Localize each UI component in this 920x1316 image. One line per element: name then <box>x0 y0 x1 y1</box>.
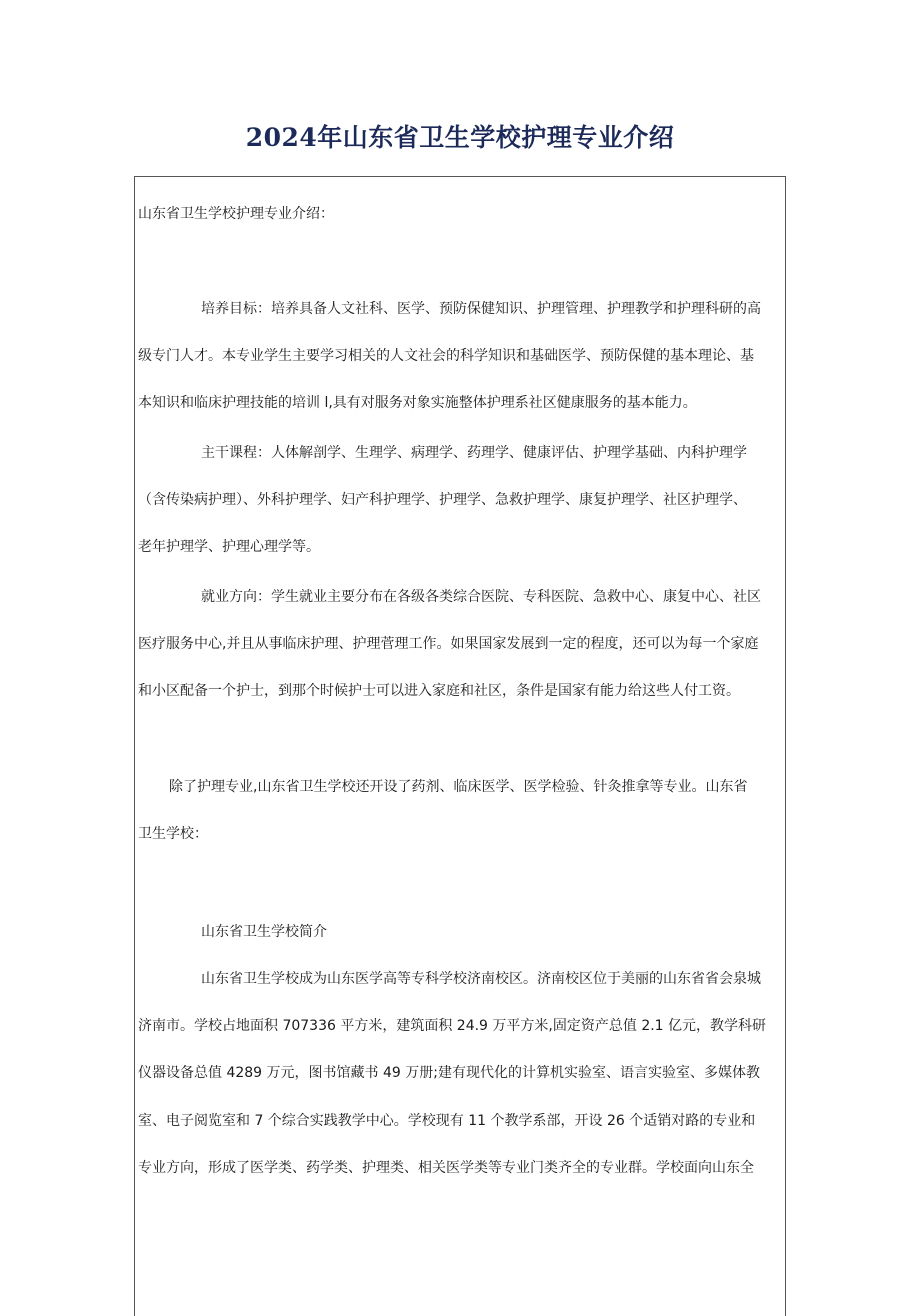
main-courses-line: 主干课程：人体解剖学、生理学、病理学、药理学、健康评估、护理学基础、内科护理学 <box>201 445 747 461</box>
other-majors-line: 卫生学校： <box>138 826 208 842</box>
school-intro-line: 山东省卫生学校成为山东医学高等专科学校济南校区。济南校区位于美丽的山东省省会泉城 <box>201 971 761 987</box>
main-courses-line: 老年护理学、护理心理学等。 <box>138 539 320 555</box>
training-goal-line: 本知识和临床护理技能的培训 l,具有对服务对象实施整体护理系社区健康服务的基本能力。 <box>138 395 697 411</box>
employment-line: 和小区配备一个护士，到那个时候护士可以进入家庭和社区，条件是国家有能力给这些人付工资。 <box>138 683 740 699</box>
school-intro-line: 济南市。学校占地面积 707336 平方米，建筑面积 24.9 万平方米,固定资产总值 2.1 亿元，教学科研 <box>138 1018 767 1034</box>
intro-heading: 山东省卫生学校护理专业介绍： <box>138 206 334 222</box>
page-title: 2024年山东省卫生学校护理专业介绍 <box>245 123 675 152</box>
main-courses-line: （含传染病护理）、外科护理学、妇产科护理学、护理学、急救护理学、康复护理学、社区护理学、 <box>138 492 747 508</box>
content-box <box>134 176 786 1316</box>
school-intro-line: 专业方向，形成了医学类、药学类、护理类、相关医学类等专业门类齐全的专业群。学校面向山东全 <box>138 1160 754 1176</box>
school-intro-line: 仪器设备总值 4289 万元，图书馆藏书 49 万册;建有现代化的计算机实验室、语言实验室、多媒体教 <box>138 1065 760 1081</box>
other-majors-line: 除了护理专业,山东省卫生学校还开设了药剂、临床医学、医学检验、针灸推拿等专业。山东省 <box>169 779 748 795</box>
training-goal-line: 培养目标：培养具备人文社科、医学、预防保健知识、护理管理、护理教学和护理科研的高 <box>201 301 761 317</box>
employment-line: 医疗服务中心,并且从事临床护理、护理菅理工作。如果国家发展到一定的程度，还可以为每一个家庭 <box>138 636 759 652</box>
school-intro-line: 室、电子阅览室和 7 个综合实践教学中心。学校现有 11 个教学系部，开设 26 个适销对路的专业和 <box>138 1113 756 1129</box>
school-intro-heading: 山东省卫生学校简介 <box>201 924 327 940</box>
employment-line: 就业方向：学生就业主要分布在各级各类综合医院、专科医院、急救中心、康复中心、社区 <box>201 589 761 605</box>
training-goal-line: 级专门人才。本专业学生主要学习相关的人文社会的科学知识和基础医学、预防保健的基本理论、基 <box>138 348 754 364</box>
